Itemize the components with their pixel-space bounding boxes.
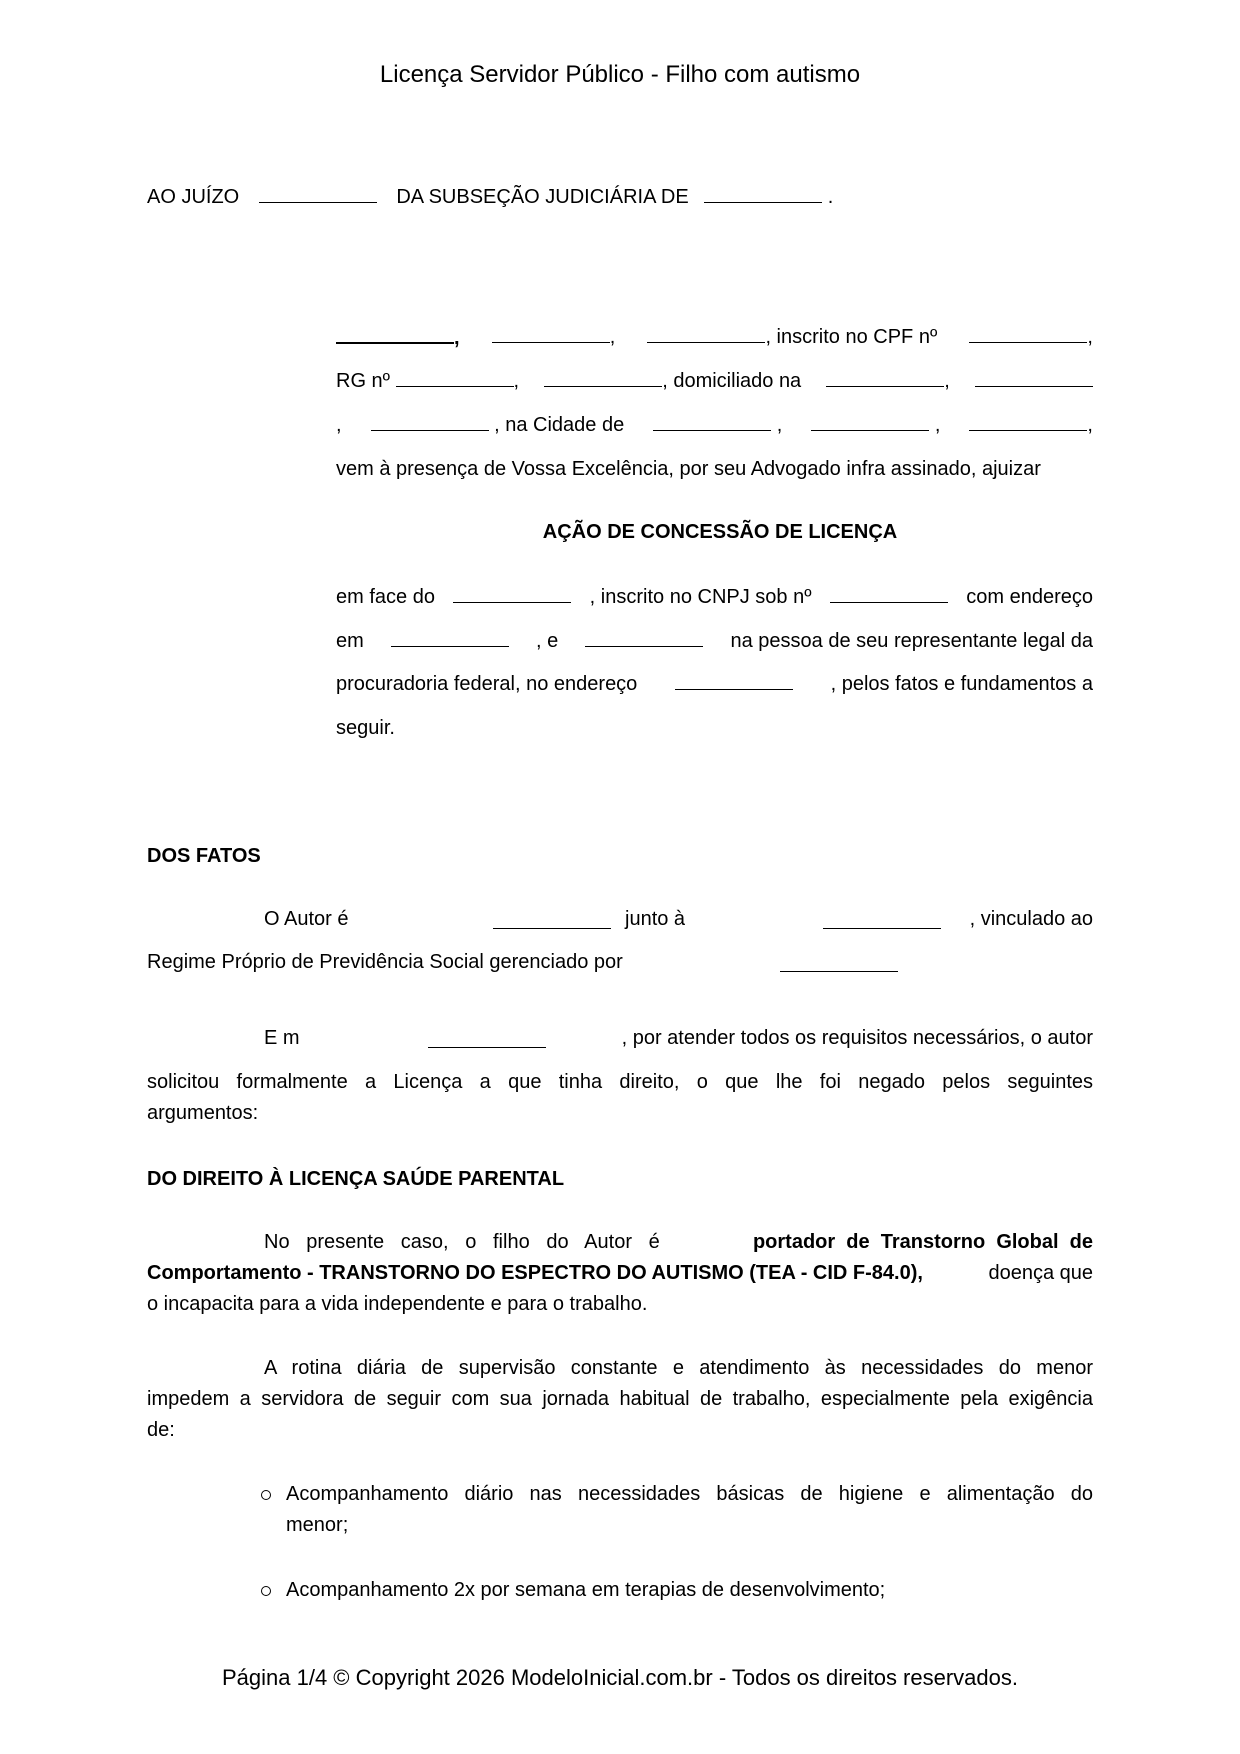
rg-blank[interactable] <box>396 369 514 387</box>
state-blank[interactable] <box>811 413 929 431</box>
action-title: AÇÃO DE CONCESSÃO DE LICENÇA <box>542 521 898 543</box>
page-footer: Página 1/4 © Copyright 2026 ModeloInicial.com.br - Todos os direitos reservados. <box>222 1665 1018 1690</box>
bullet-1-line-2: menor; <box>286 1514 349 1536</box>
hollow-bullet-icon <box>261 1490 271 1500</box>
defendant-line-3: procuradoria federal, no endereço , pelos fatos e fundamentos a <box>336 673 1093 695</box>
court-blank[interactable] <box>259 185 377 203</box>
qualification-line-3: , , na Cidade de , , , <box>336 414 1093 436</box>
nationality-blank[interactable] <box>492 325 610 343</box>
facts-p2-line-3: argumentos: <box>147 1102 259 1124</box>
cpf-blank[interactable] <box>969 325 1087 343</box>
right-p2-line-2: impedem a servidora de seguir com sua jornada habitual de trabalho, especialmente pela exigência <box>147 1388 1093 1410</box>
defendant-name-blank[interactable] <box>453 585 571 603</box>
facts-p2-line-2: solicitou formalmente a Licença a que tinha direito, o que lhe foi negado pelos seguintes <box>147 1071 1093 1093</box>
document-header-title: Licença Servidor Público - Filho com autismo <box>379 61 861 88</box>
issuer-blank[interactable] <box>544 369 662 387</box>
hollow-bullet-icon <box>261 1586 271 1596</box>
street-blank[interactable] <box>826 369 944 387</box>
bullet-1-line-1: Acompanhamento diário nas necessidades básicas de higiene e alimentação do <box>286 1483 1093 1505</box>
bullet-2-line-1: Acompanhamento 2x por semana em terapias de desenvolvimento; <box>286 1579 886 1601</box>
cnpj-blank[interactable] <box>830 585 948 603</box>
agency-blank[interactable] <box>823 911 941 929</box>
name-blank[interactable] <box>336 325 454 344</box>
number-blank[interactable] <box>975 369 1093 387</box>
position-blank[interactable] <box>493 911 611 929</box>
right-p2-line-3: de: <box>147 1419 175 1441</box>
rpps-manager-blank[interactable] <box>780 954 898 972</box>
court-address-line <box>147 185 833 209</box>
representative-blank[interactable] <box>585 629 703 647</box>
court-prefix: AO JUÍZO <box>147 186 240 208</box>
qualification-line-4: vem à presença de Vossa Excelência, por seu Advogado infra assinado, ajuizar <box>336 458 1041 480</box>
subsection-blank[interactable] <box>704 185 822 203</box>
facts-p1-line-2: Regime Próprio de Previdência Social gerenciado por <box>147 950 623 974</box>
section-heading-right: DO DIREITO À LICENÇA SAÚDE PARENTAL <box>147 1168 565 1190</box>
defendant-line-4: seguir. <box>336 717 395 739</box>
right-p1-line-3: o incapacita para a vida independente e para o trabalho. <box>147 1293 648 1315</box>
district-blank[interactable] <box>371 413 489 431</box>
defendant-line-1: em face do , inscrito no CNPJ sob nº com endereço <box>336 586 1093 608</box>
request-date-blank[interactable] <box>428 1030 546 1048</box>
court-subsection-label: DA SUBSEÇÃO JUDICIÁRIA DE <box>396 186 689 208</box>
qualification-line-1: , , , inscrito no CPF nº , <box>336 325 1093 350</box>
qualification-line-2: RG nº , , domiciliado na , <box>336 369 1093 393</box>
right-p1-line-2: Comportamento - TRANSTORNO DO ESPECTRO DO AUTISMO (TEA - CID F-84.0), doença que <box>147 1262 1093 1284</box>
court-end-dot: . <box>827 186 834 208</box>
section-heading-facts: DOS FATOS <box>147 845 261 867</box>
civil-status-blank[interactable] <box>647 325 765 343</box>
defendant-line-2: em , e na pessoa de seu representante legal da <box>336 630 1093 652</box>
zip-blank[interactable] <box>969 413 1087 431</box>
procuradoria-address-blank[interactable] <box>675 672 793 690</box>
city-blank[interactable] <box>653 413 771 431</box>
defendant-address-blank[interactable] <box>391 629 509 647</box>
